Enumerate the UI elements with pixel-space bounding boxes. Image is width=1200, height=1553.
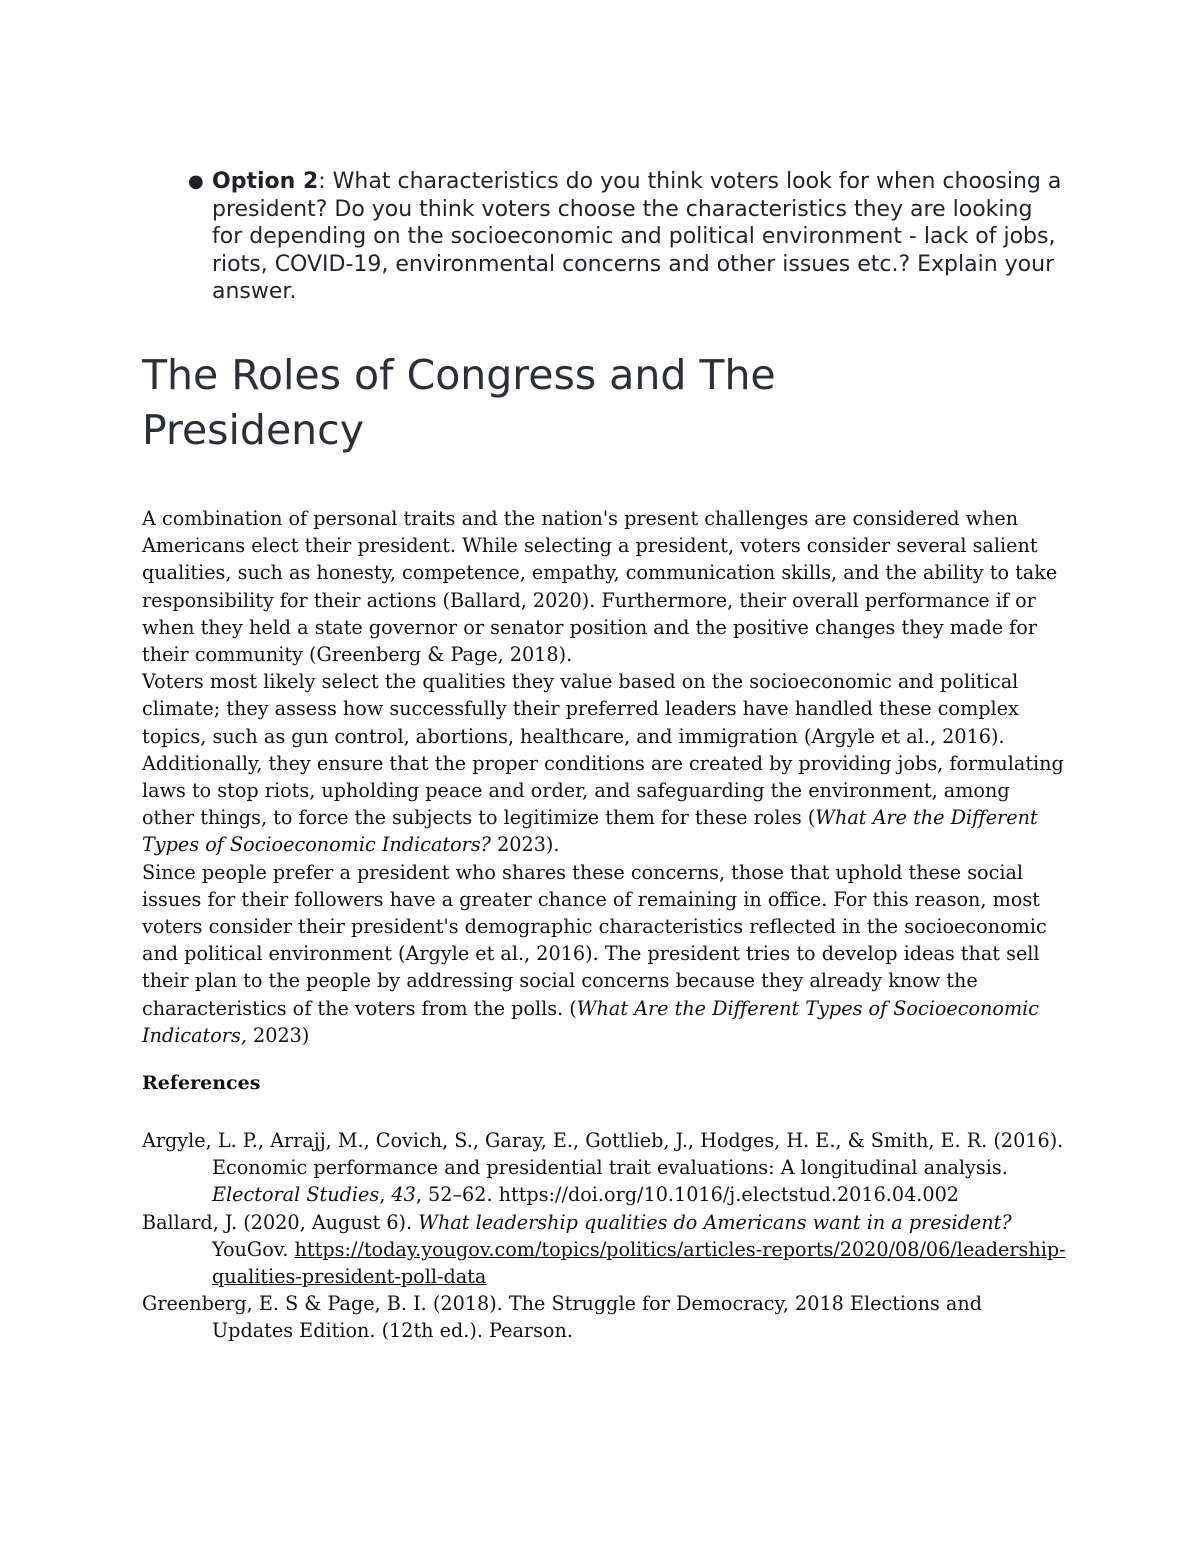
paragraph-3-citation: What Are the Different Types of Socioeconomic Indicators,	[142, 996, 1040, 1047]
paragraph-3	[142, 859, 1067, 1049]
reference-ballard-title: What leadership qualities do Americans want in a president?	[418, 1210, 1012, 1234]
reference-ballard-publisher: YouGov.	[212, 1237, 295, 1261]
reference-ballard-text: Ballard, J. (2020, August 6).	[142, 1210, 419, 1234]
prompt-text	[212, 168, 1068, 306]
reference-ballard-link[interactable]: https://today.yougov.com/topics/politics/articles-reports/2020/08/06/leadership-qualities-president-poll-data	[212, 1237, 1066, 1289]
prompt-label: Option 2	[212, 169, 319, 194]
paragraph-2-citation: What Are the Different Types of Socioeconomic Indicators?	[142, 806, 1038, 857]
essay-body	[142, 505, 1067, 1049]
assignment-prompt	[188, 168, 1068, 306]
prompt-question: : What characteristics do you think voters look for when choosing a president? Do you think voters choose the characteristics they are looking for depending on the socioeconomic and political environment - lack of jobs, riots, COVID-19, environmental concerns and other issues etc.? Explain your answer.	[212, 169, 1062, 304]
paragraph-2-text: Voters most likely select the qualities they value based on the socioeconomic and political climate; they assess how successfully their preferred leaders have handled these complex topics, such as gun control, abortions, healthcare, and immigration (Argyle et al., 2016). Additionally, they ensure that the proper conditions are created by providing jobs, formulating laws to stop riots, upholding peace and order, and safeguarding the environment, among other things, to force the subjects to legitimize them for these roles (	[142, 670, 1064, 830]
page-title: The Roles of Congress and The Presidency	[142, 351, 776, 454]
references-heading: References	[142, 1072, 261, 1094]
paragraph-3-text: Since people prefer a president who shares these concerns, those that uphold these social issues for their followers have a greater chance of remaining in office. For this reason, most voters consider their president's demographic characteristics reflected in the socioeconomic and political environment (Argyle et al., 2016). The president tries to develop ideas that sell their plan to the people by addressing social concerns because they already know the characteristics of the voters from the polls. (	[142, 860, 1047, 1020]
paragraph-3-end: 2023)	[246, 1023, 310, 1047]
reference-argyle-end: , 52–62. https://doi.org/10.1016/j.electstud.2016.04.002	[415, 1183, 960, 1207]
paragraph-2	[142, 668, 1067, 858]
references-list	[142, 1127, 1067, 1345]
paragraph-2-end: 2023).	[490, 833, 560, 857]
reference-argyle-sep: ,	[379, 1183, 392, 1207]
paragraph-1: A combination of personal traits and the nation's present challenges are considered when Americans elect their president. While selecting a president, voters consider several salient qualities, such as honesty, competence, empathy, communication skills, and the ability to take responsibility for their actions (Ballard, 2020). Furthermore, their overall performance if or when they held a state governor or senator position and the positive changes they made for their community (Greenberg & Page, 2018).	[142, 507, 1058, 667]
reference-argyle-journal: Electoral Studies	[212, 1183, 380, 1207]
reference-argyle	[142, 1127, 1067, 1209]
reference-ballard	[142, 1209, 1067, 1291]
reference-greenberg: Greenberg, E. S & Page, B. I. (2018). The Struggle for Democracy, 2018 Elections and Updates Edition. (12th ed.). Pearson.	[142, 1292, 982, 1343]
bullet-icon: ●	[188, 171, 204, 192]
reference-argyle-volume: 43	[391, 1183, 416, 1207]
reference-argyle-text: Argyle, L. P., Arrajj, M., Covich, S., Garay, E., Gottlieb, J., Hodges, H. E., & Smith, E. R. (2016). Economic performance and presidential trait evaluations: A longitudinal analysis.	[142, 1129, 1064, 1180]
